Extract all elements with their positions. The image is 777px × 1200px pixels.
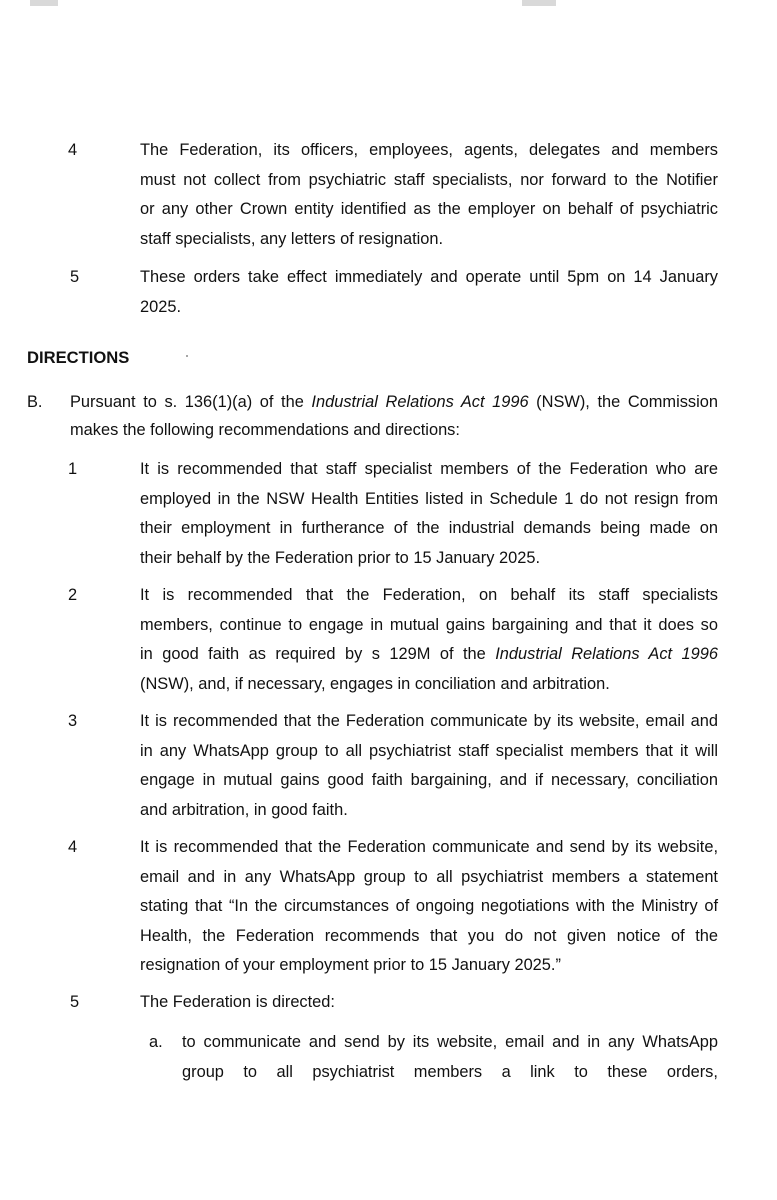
- paragraph-line: It is recommended that the Federation communicate by its website, email and: [140, 712, 718, 730]
- paragraph-line: [182, 1058, 718, 1088]
- paragraph-text: in good faith as required by s 129M of the: [140, 645, 496, 663]
- sub-item-paragraph: [182, 1028, 718, 1087]
- paragraph-line: resignation of your employment prior to 15 January 2025.”: [140, 956, 561, 974]
- paragraph-line: their behalf by the Federation prior to 15 January 2025.: [140, 548, 541, 567]
- order-number: 5: [70, 268, 80, 286]
- paragraph-line: their employment in furtherance of the industrial demands being made on: [140, 519, 718, 537]
- directions-intro: [70, 388, 718, 444]
- order-number: 4: [68, 141, 78, 159]
- paragraph-line: makes the following recommendations and directions:: [70, 421, 460, 439]
- paragraph-line: It is recommended that the Federation, on behalf its staff specialists: [140, 586, 718, 604]
- word: these: [607, 1062, 648, 1081]
- paragraph-line: staff specialists, any letters of resignation.: [140, 229, 444, 248]
- paragraph-line: Health, the Federation recommends that you do not given notice of the: [140, 926, 718, 945]
- paragraph-line: or any other Crown entity identified as the employer on behalf of psychiatric: [140, 200, 718, 218]
- paragraph-line: The Federation is directed:: [140, 993, 335, 1011]
- word: link: [530, 1062, 555, 1081]
- word: to: [243, 1062, 258, 1081]
- intro-text: (NSW), the Commission: [528, 393, 718, 411]
- paragraph-line: It is recommended that staff specialist members of the Federation who are: [140, 460, 718, 478]
- paragraph-line: in any WhatsApp group to all psychiatrist staff specialist members that it will: [140, 741, 718, 760]
- paragraph-line: members, continue to engage in mutual gains bargaining and that it does so: [140, 615, 718, 634]
- direction-paragraph: [140, 581, 718, 699]
- paragraph-line: 2025.: [140, 297, 182, 316]
- paragraph-line: stating that “In the circumstances of ongoing negotiations with the Ministry of: [140, 897, 718, 915]
- paragraph-line: The Federation, its officers, employees, agents, delegates and members: [140, 141, 718, 159]
- direction-number: 1: [68, 460, 78, 478]
- section-heading: DIRECTIONS: [27, 348, 130, 367]
- paragraph-line: employed in the NSW Health Entities listed in Schedule 1 do not resign from: [140, 489, 718, 508]
- word: members: [413, 1062, 483, 1081]
- scan-mark: [30, 0, 58, 6]
- section-label: B.: [27, 393, 43, 411]
- direction-paragraph: [140, 988, 718, 1018]
- order-paragraph: [140, 136, 718, 254]
- word: group: [182, 1062, 224, 1081]
- scan-mark: [522, 0, 556, 6]
- direction-number: 4: [68, 838, 78, 856]
- direction-number: 3: [68, 712, 78, 730]
- paragraph-line: and arbitration, in good faith.: [140, 800, 348, 819]
- paragraph-line: These orders take effect immediately and operate until 5pm on 14 January: [140, 268, 718, 286]
- word: psychiatrist: [312, 1062, 395, 1081]
- act-title: Industrial Relations Act 1996: [311, 393, 529, 411]
- scan-speck: [186, 355, 188, 357]
- paragraph-line: [70, 388, 718, 416]
- direction-paragraph: [140, 833, 718, 981]
- word: all: [276, 1062, 293, 1081]
- paragraph-line: must not collect from psychiatric staff specialists, nor forward to the Notifier: [140, 170, 718, 189]
- paragraph-line: [140, 640, 718, 670]
- paragraph-line: engage in mutual gains good faith bargaining, and if necessary, conciliation: [140, 771, 718, 789]
- direction-number: 5: [70, 993, 80, 1011]
- paragraph-line: email and in any WhatsApp group to all psychiatrist members a statement: [140, 867, 718, 886]
- direction-number: 2: [68, 586, 78, 604]
- paragraph-line: It is recommended that the Federation communicate and send by its website,: [140, 838, 718, 856]
- word: to: [574, 1062, 588, 1081]
- act-title: Industrial Relations Act 1996: [495, 645, 718, 663]
- word: a: [501, 1062, 511, 1081]
- paragraph-line: (NSW), and, if necessary, engages in conciliation and arbitration.: [140, 674, 610, 693]
- direction-paragraph: [140, 455, 718, 573]
- sub-item-label: a.: [149, 1033, 163, 1051]
- word: orders,: [666, 1062, 718, 1081]
- intro-text: Pursuant to s. 136(1)(a) of the: [70, 393, 312, 411]
- paragraph-line: to communicate and send by its website, email and in any WhatsApp: [182, 1033, 718, 1051]
- direction-paragraph: [140, 707, 718, 825]
- order-paragraph: [140, 263, 718, 322]
